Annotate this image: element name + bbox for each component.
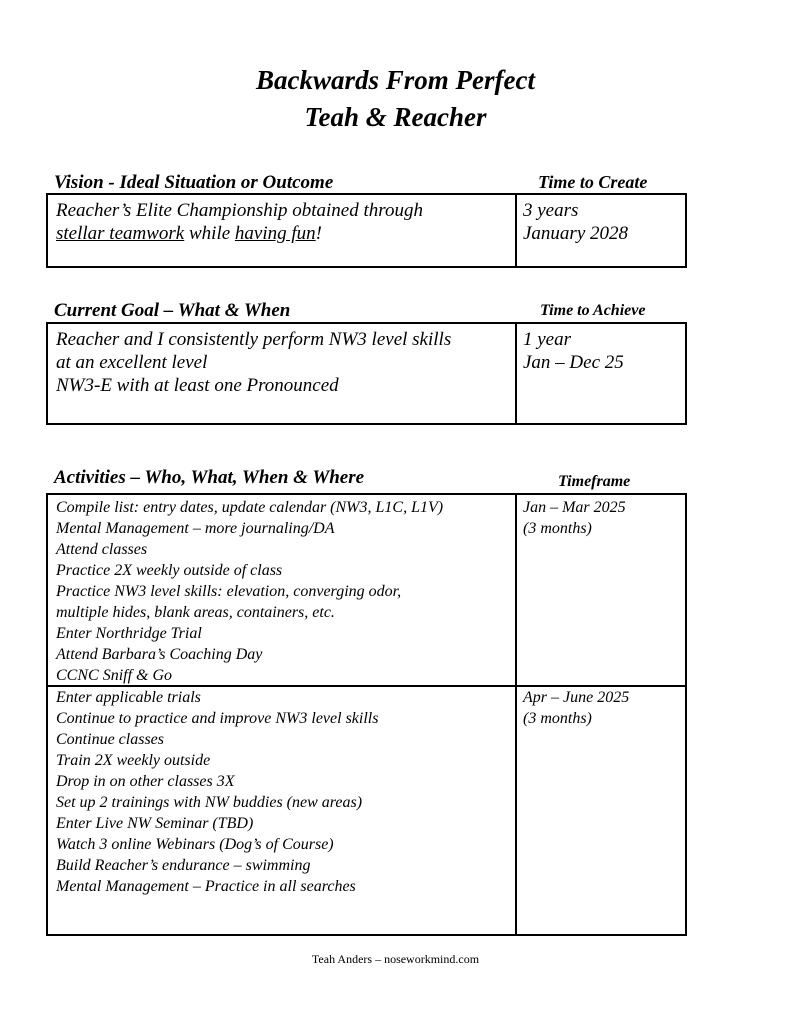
activity-item: CCNC Sniff & Go — [56, 667, 173, 684]
activity-item: Practice 2X weekly outside of class — [56, 562, 283, 579]
vision-box — [46, 193, 687, 268]
activity-item: Enter Live NW Seminar (TBD) — [56, 815, 254, 832]
activity-item: Enter Northridge Trial — [56, 625, 202, 642]
activities-timeframe-cell — [517, 495, 685, 685]
timeframe-line: (3 months) — [523, 710, 592, 727]
vision-time-cell — [517, 195, 685, 266]
goal-time-cell — [517, 324, 685, 423]
activity-item: Build Reacher’s endurance – swimming — [56, 857, 311, 874]
activities-timeframe-cell — [517, 685, 685, 934]
vision-time-line1: 3 years — [523, 200, 579, 221]
activity-item: Watch 3 online Webinars (Dog’s of Course) — [56, 836, 334, 853]
timeframe-line: Jan – Mar 2025 — [523, 499, 626, 516]
activities-items-cell — [48, 685, 517, 934]
vision-text-while: while — [184, 223, 235, 244]
document-title-line1: Backwards From Perfect — [256, 65, 535, 95]
goal-text-line: NW3-E with at least one Pronounced — [56, 375, 339, 396]
activities-row-q1 — [48, 495, 685, 687]
activity-item: Compile list: entry dates, update calendar (NW3, L1C, L1V) — [56, 499, 444, 516]
vision-emphasis-teamwork: stellar teamwork — [56, 223, 185, 244]
vision-time-heading: Time to Create — [538, 172, 648, 192]
vision-emphasis-fun: having fun — [234, 223, 316, 244]
goal-heading: Current Goal – What & When — [54, 300, 291, 321]
activities-time-heading: Timeframe — [558, 473, 631, 490]
vision-text-line1: Reacher’s Elite Championship obtained through — [56, 200, 423, 221]
activity-item: Continue classes — [56, 731, 164, 748]
activity-item: Continue to practice and improve NW3 level skills — [56, 710, 379, 727]
vision-text-cell — [48, 195, 517, 266]
vision-time-line2: January 2028 — [523, 223, 629, 244]
activity-item: Attend classes — [56, 541, 148, 558]
document-title-line2: Teah & Reacher — [304, 102, 487, 132]
timeframe-line: Apr – June 2025 — [523, 689, 630, 706]
goal-time-line: 1 year — [523, 329, 572, 350]
activity-item: Enter applicable trials — [56, 689, 201, 706]
activities-items-cell — [48, 495, 517, 685]
goal-text-cell — [48, 324, 517, 423]
activity-item: Mental Management – more journaling/DA — [56, 520, 335, 537]
goal-time-line: Jan – Dec 25 — [523, 352, 624, 373]
activity-item: Practice NW3 level skills: elevation, converging odor, — [56, 583, 402, 600]
vision-text-exclaim: ! — [315, 223, 322, 244]
timeframe-line: (3 months) — [523, 520, 592, 537]
goal-text-line: Reacher and I consistently perform NW3 level skills — [56, 329, 452, 350]
activity-item: Train 2X weekly outside — [56, 752, 211, 769]
activity-item: Mental Management – Practice in all searches — [56, 878, 356, 895]
activities-box — [46, 493, 687, 936]
page-footer: Teah Anders – noseworkmind.com — [311, 952, 480, 966]
activities-heading: Activities – Who, What, When & Where — [54, 467, 365, 488]
goal-text-line: at an excellent level — [56, 352, 208, 373]
vision-heading: Vision - Ideal Situation or Outcome — [54, 172, 334, 193]
activity-item: Attend Barbara’s Coaching Day — [56, 646, 263, 663]
goal-box — [46, 322, 687, 425]
vision-text-line2 — [56, 222, 515, 245]
activity-item: Drop in on other classes 3X — [56, 773, 235, 790]
activities-row-q2 — [48, 685, 685, 934]
activity-item: multiple hides, blank areas, containers, etc. — [56, 604, 335, 621]
activity-item: Set up 2 trainings with NW buddies (new areas) — [56, 794, 363, 811]
goal-time-heading: Time to Achieve — [540, 302, 646, 319]
